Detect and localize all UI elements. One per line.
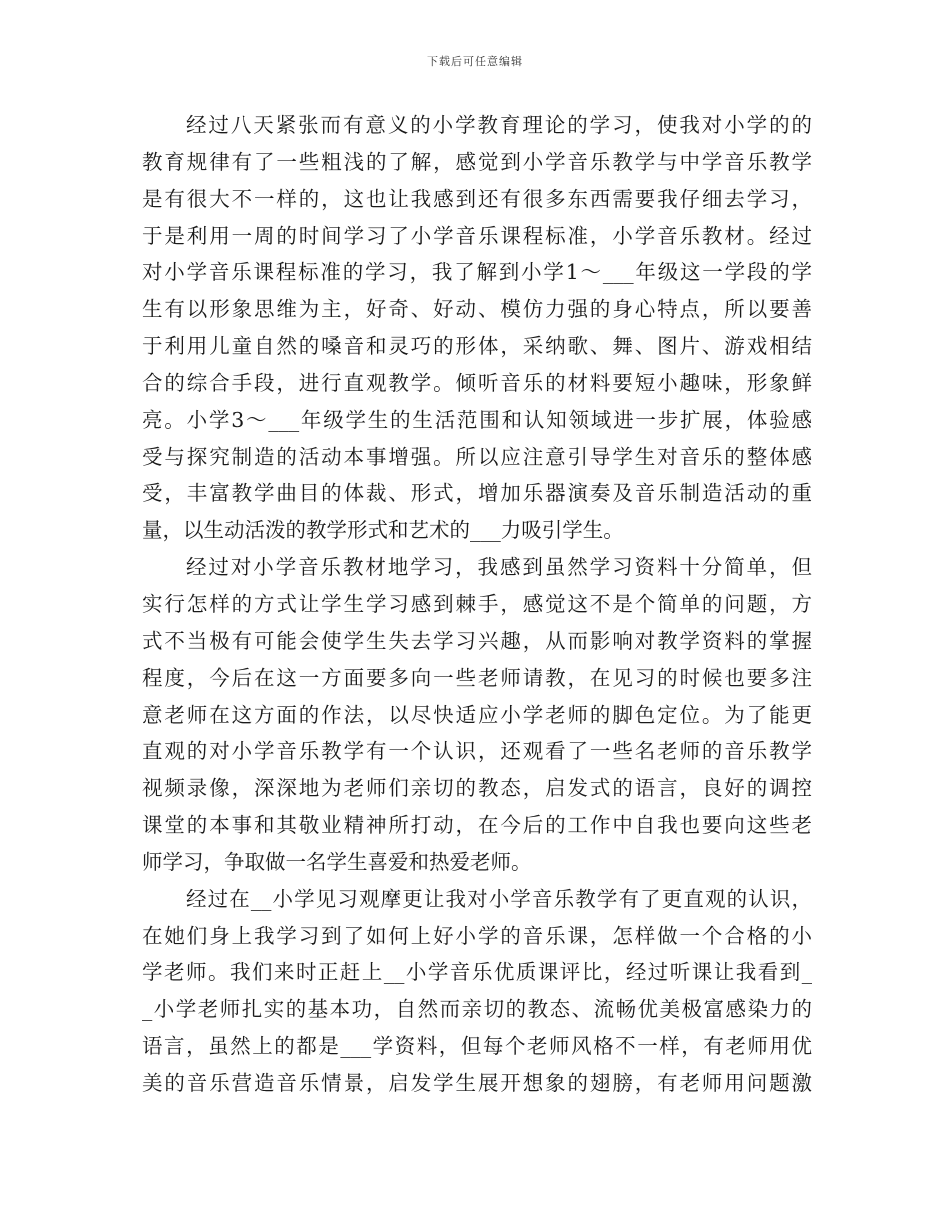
text-line: 语言，虽然上的都是___学资料，但每个老师风格不一样，有老师用优 <box>142 1034 812 1059</box>
text-line: 在她们身上我学习到了如何上好小学的音乐课，怎样做一个合格的小 <box>142 923 812 948</box>
text-line: 量，以生动活泼的教学形式和艺术的___力吸引学生。 <box>142 518 624 543</box>
text-line: 是有很大不一样的，这也让我感到还有很多东西需要我仔细去学习， <box>142 186 812 211</box>
text-line: 亮。小学3～___年级学生的生活范围和认知领域进一步扩展，体验感 <box>142 407 812 432</box>
text-line: 经过八天紧张而有意义的小学教育理论的学习，使我对小学的的 <box>186 113 812 137</box>
text-line: 对小学音乐课程标准的学习，我了解到小学1～___年级这一学段的学 <box>142 260 812 285</box>
text-line: 式不当极有可能会使学生失去学习兴趣，从而影响对教学资料的掌握 <box>142 628 812 653</box>
page-header: 下载后可任意编辑 <box>427 55 523 68</box>
text-line: 于是利用一周的时间学习了小学音乐课程标准，小学音乐教材。经过 <box>142 223 812 248</box>
text-line: 程度，今后在这一方面要多向一些老师请教，在见习的时候也要多注 <box>142 665 812 690</box>
text-line: _小学老师扎实的基本功，自然而亲切的教态、流畅优美极富感染力的 <box>142 997 812 1022</box>
text-line: 实行怎样的方式让学生学习感到棘手，感觉这不是个简单的问题，方 <box>142 591 812 616</box>
text-line: 合的综合手段，进行直观教学。倾听音乐的材料要短小趣味，形象鲜 <box>142 370 812 395</box>
text-line: 学老师。我们来时正赶上__小学音乐优质课评比，经过听课让我看到_ <box>142 960 812 985</box>
text-line: 师学习，争取做一名学生喜爱和热爱老师。 <box>142 849 532 874</box>
text-line: 课堂的本事和其敬业精神所打动，在今后的工作中自我也要向这些老 <box>142 813 812 838</box>
text-line: 经过对小学音乐教材地学习，我感到虽然学习资料十分简单，但 <box>186 555 812 580</box>
text-line: 受与探究制造的活动本事增强。所以应注意引导学生对音乐的整体感 <box>142 444 812 469</box>
text-line: 意老师在这方面的作法，以尽快适应小学老师的脚色定位。为了能更 <box>142 702 812 727</box>
text-line: 直观的对小学音乐教学有一个认识，还观看了一些名老师的音乐教学 <box>142 739 812 764</box>
text-line: 于利用儿童自然的嗓音和灵巧的形体，采纳歌、舞、图片、游戏相结 <box>142 334 812 359</box>
text-line: 视频录像，深深地为老师们亲切的教态，启发式的语言，良好的调控 <box>142 776 812 801</box>
document-body <box>142 107 812 1102</box>
text-line: 生有以形象思维为主，好奇、好动、模仿力强的身心特点，所以要善 <box>142 297 812 322</box>
text-line: 受，丰富教学曲目的体裁、形式，增加乐器演奏及音乐制造活动的重 <box>142 481 812 506</box>
text-line: 教育规律有了一些粗浅的了解，感觉到小学音乐教学与中学音乐教学 <box>142 149 812 174</box>
text-line: 经过在__小学见习观摩更让我对小学音乐教学有了更直观的认识， <box>186 886 812 911</box>
text-line: 美的音乐营造音乐情景，启发学生展开想象的翅膀，有老师用问题激 <box>142 1070 812 1095</box>
